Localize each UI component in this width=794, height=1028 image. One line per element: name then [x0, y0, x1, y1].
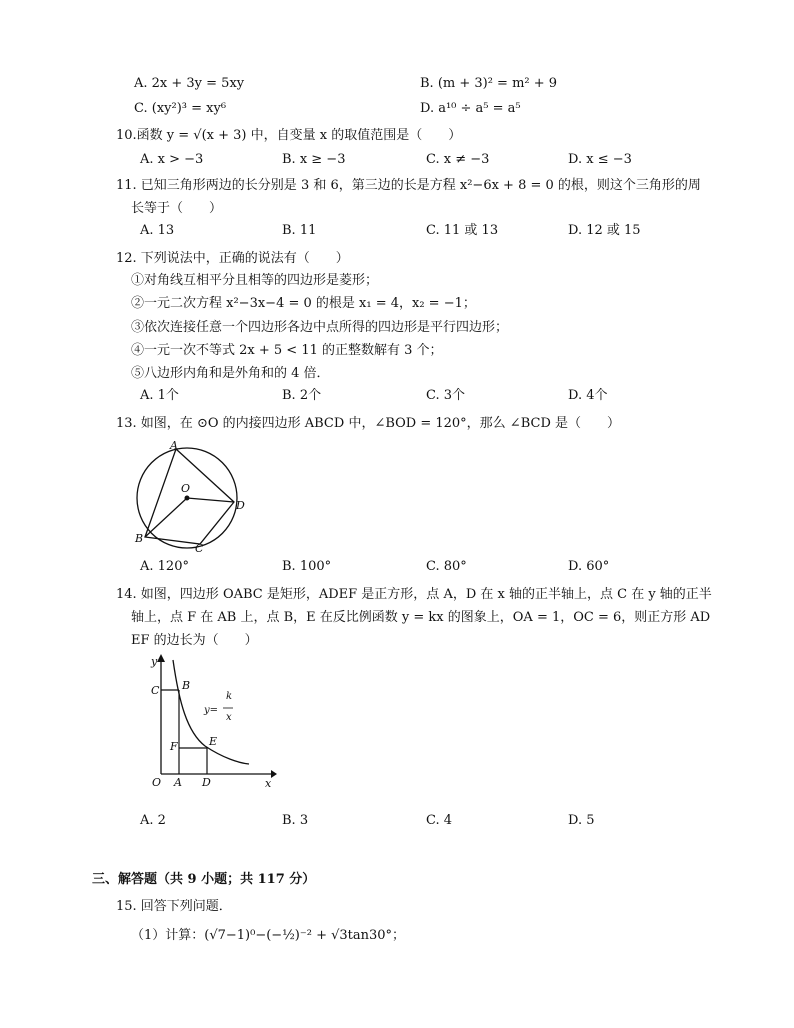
- label-o: O: [152, 776, 162, 789]
- q11-option-b: B. 11: [282, 223, 317, 238]
- q14-stem-line2: 轴上，点 F 在 AB 上，点 B，E 在反比例函数 y = kx 的图象上，OA = 1，OC = 6，则正方形 AD: [131, 610, 711, 625]
- q9-option-a: A. 2x + 3y = 5xy: [134, 76, 245, 91]
- q11-option-c: C. 11 或 13: [426, 223, 499, 238]
- y-axis-arrow: [157, 654, 165, 662]
- label-c: C: [151, 684, 160, 697]
- q13-option-d: D. 60°: [568, 559, 610, 574]
- q12-option-b: B. 2个: [282, 388, 322, 403]
- q15-stem: 15. 回答下列问题．: [116, 899, 232, 914]
- q9-option-c: C. (xy²)³ = xy⁶: [134, 101, 227, 116]
- q13-option-c: C. 80°: [426, 559, 467, 574]
- label-c: C: [195, 542, 204, 555]
- q10-option-d: D. x ≤ −3: [568, 152, 632, 167]
- q9-option-d: D. a¹⁰ ÷ a⁵ = a⁵: [420, 101, 521, 116]
- q15-part1: （1）计算：(√7−1)⁰−(−½)⁻² + √3tan30°；: [131, 928, 406, 943]
- segment-od: [187, 498, 234, 502]
- q14-option-d: D. 5: [568, 813, 595, 828]
- func-label-denominator: x: [226, 712, 232, 723]
- q13-stem: 13. 如图，在 ⊙O 的内接四边形 ABCD 中，∠BOD = 120°，那么 ∠BCD 是（ ）: [116, 416, 620, 431]
- q14-graph-figure: [135, 652, 280, 802]
- q12-option-c: C. 3个: [426, 388, 466, 403]
- q12-item-4: ④一元一次不等式 2x + 5 < 11 的正整数解有 3 个；: [131, 343, 443, 358]
- q14-option-c: C. 4: [426, 813, 453, 828]
- q10-option-c: C. x ≠ −3: [426, 152, 490, 167]
- q11-stem-line1: 11. 已知三角形两边的长分别是 3 和 6，第三边的长是方程 x²−6x + 8 = 0 的根，则这个三角形的周: [116, 178, 701, 193]
- label-x: x: [265, 777, 272, 790]
- q13-circle-figure: [130, 438, 250, 556]
- func-label-numerator: k: [226, 691, 233, 702]
- q12-item-5: ⑤八边形内角和是外角和的 4 倍．: [131, 366, 330, 381]
- x-axis-arrow: [271, 770, 277, 778]
- q14-stem-line3: EF 的边长为（ ）: [131, 633, 258, 648]
- section-title: 三、解答题（共 9 小题；共 117 分）: [92, 872, 316, 887]
- q10-stem: 10.函数 y = √(x + 3) 中，自变量 x 的取值范围是（ ）: [116, 128, 462, 143]
- q11-stem-line2: 长等于（ ）: [131, 201, 223, 216]
- q13-option-b: B. 100°: [282, 559, 332, 574]
- label-y: y: [151, 655, 158, 668]
- q12-stem: 12. 下列说法中，正确的说法有（ ）: [116, 251, 349, 266]
- label-o: O: [181, 482, 191, 495]
- label-a: A: [174, 776, 182, 789]
- q14-stem-line1: 14. 如图，四边形 OABC 是矩形，ADEF 是正方形，点 A，D 在 x 轴的正半轴上，点 C 在 y 轴的正半: [116, 587, 712, 602]
- q12-option-d: D. 4个: [568, 388, 608, 403]
- q12-item-3: ③依次连接任意一个四边形各边中点所得的四边形是平行四边形；: [131, 320, 509, 335]
- q14-option-b: B. 3: [282, 813, 309, 828]
- quadrilateral-abcd: [145, 449, 234, 544]
- func-label-prefix: y=: [204, 705, 219, 716]
- q12-item-1: ①对角线互相平分且相等的四边形是菱形；: [131, 273, 379, 288]
- center-point: [185, 496, 190, 501]
- q12-item-2: ②一元二次方程 x²−3x−4 = 0 的根是 x₁ = 4，x₂ = −1；: [131, 296, 476, 311]
- label-d: D: [202, 776, 211, 789]
- label-e: E: [209, 735, 218, 748]
- label-f: F: [170, 740, 178, 753]
- q11-option-d: D. 12 或 15: [568, 223, 641, 238]
- label-d: D: [236, 499, 245, 512]
- q9-option-b: B. (m + 3)² = m² + 9: [420, 76, 558, 91]
- label-b: B: [135, 532, 144, 545]
- label-b: B: [182, 679, 191, 692]
- q10-option-b: B. x ≥ −3: [282, 152, 346, 167]
- label-a: A: [170, 439, 178, 452]
- q14-option-a: A. 2: [140, 813, 166, 828]
- q13-option-a: A. 120°: [140, 559, 189, 574]
- q10-option-a: A. x > −3: [140, 152, 204, 167]
- q12-option-a: A. 1个: [140, 388, 179, 403]
- q11-option-a: A. 13: [140, 223, 175, 238]
